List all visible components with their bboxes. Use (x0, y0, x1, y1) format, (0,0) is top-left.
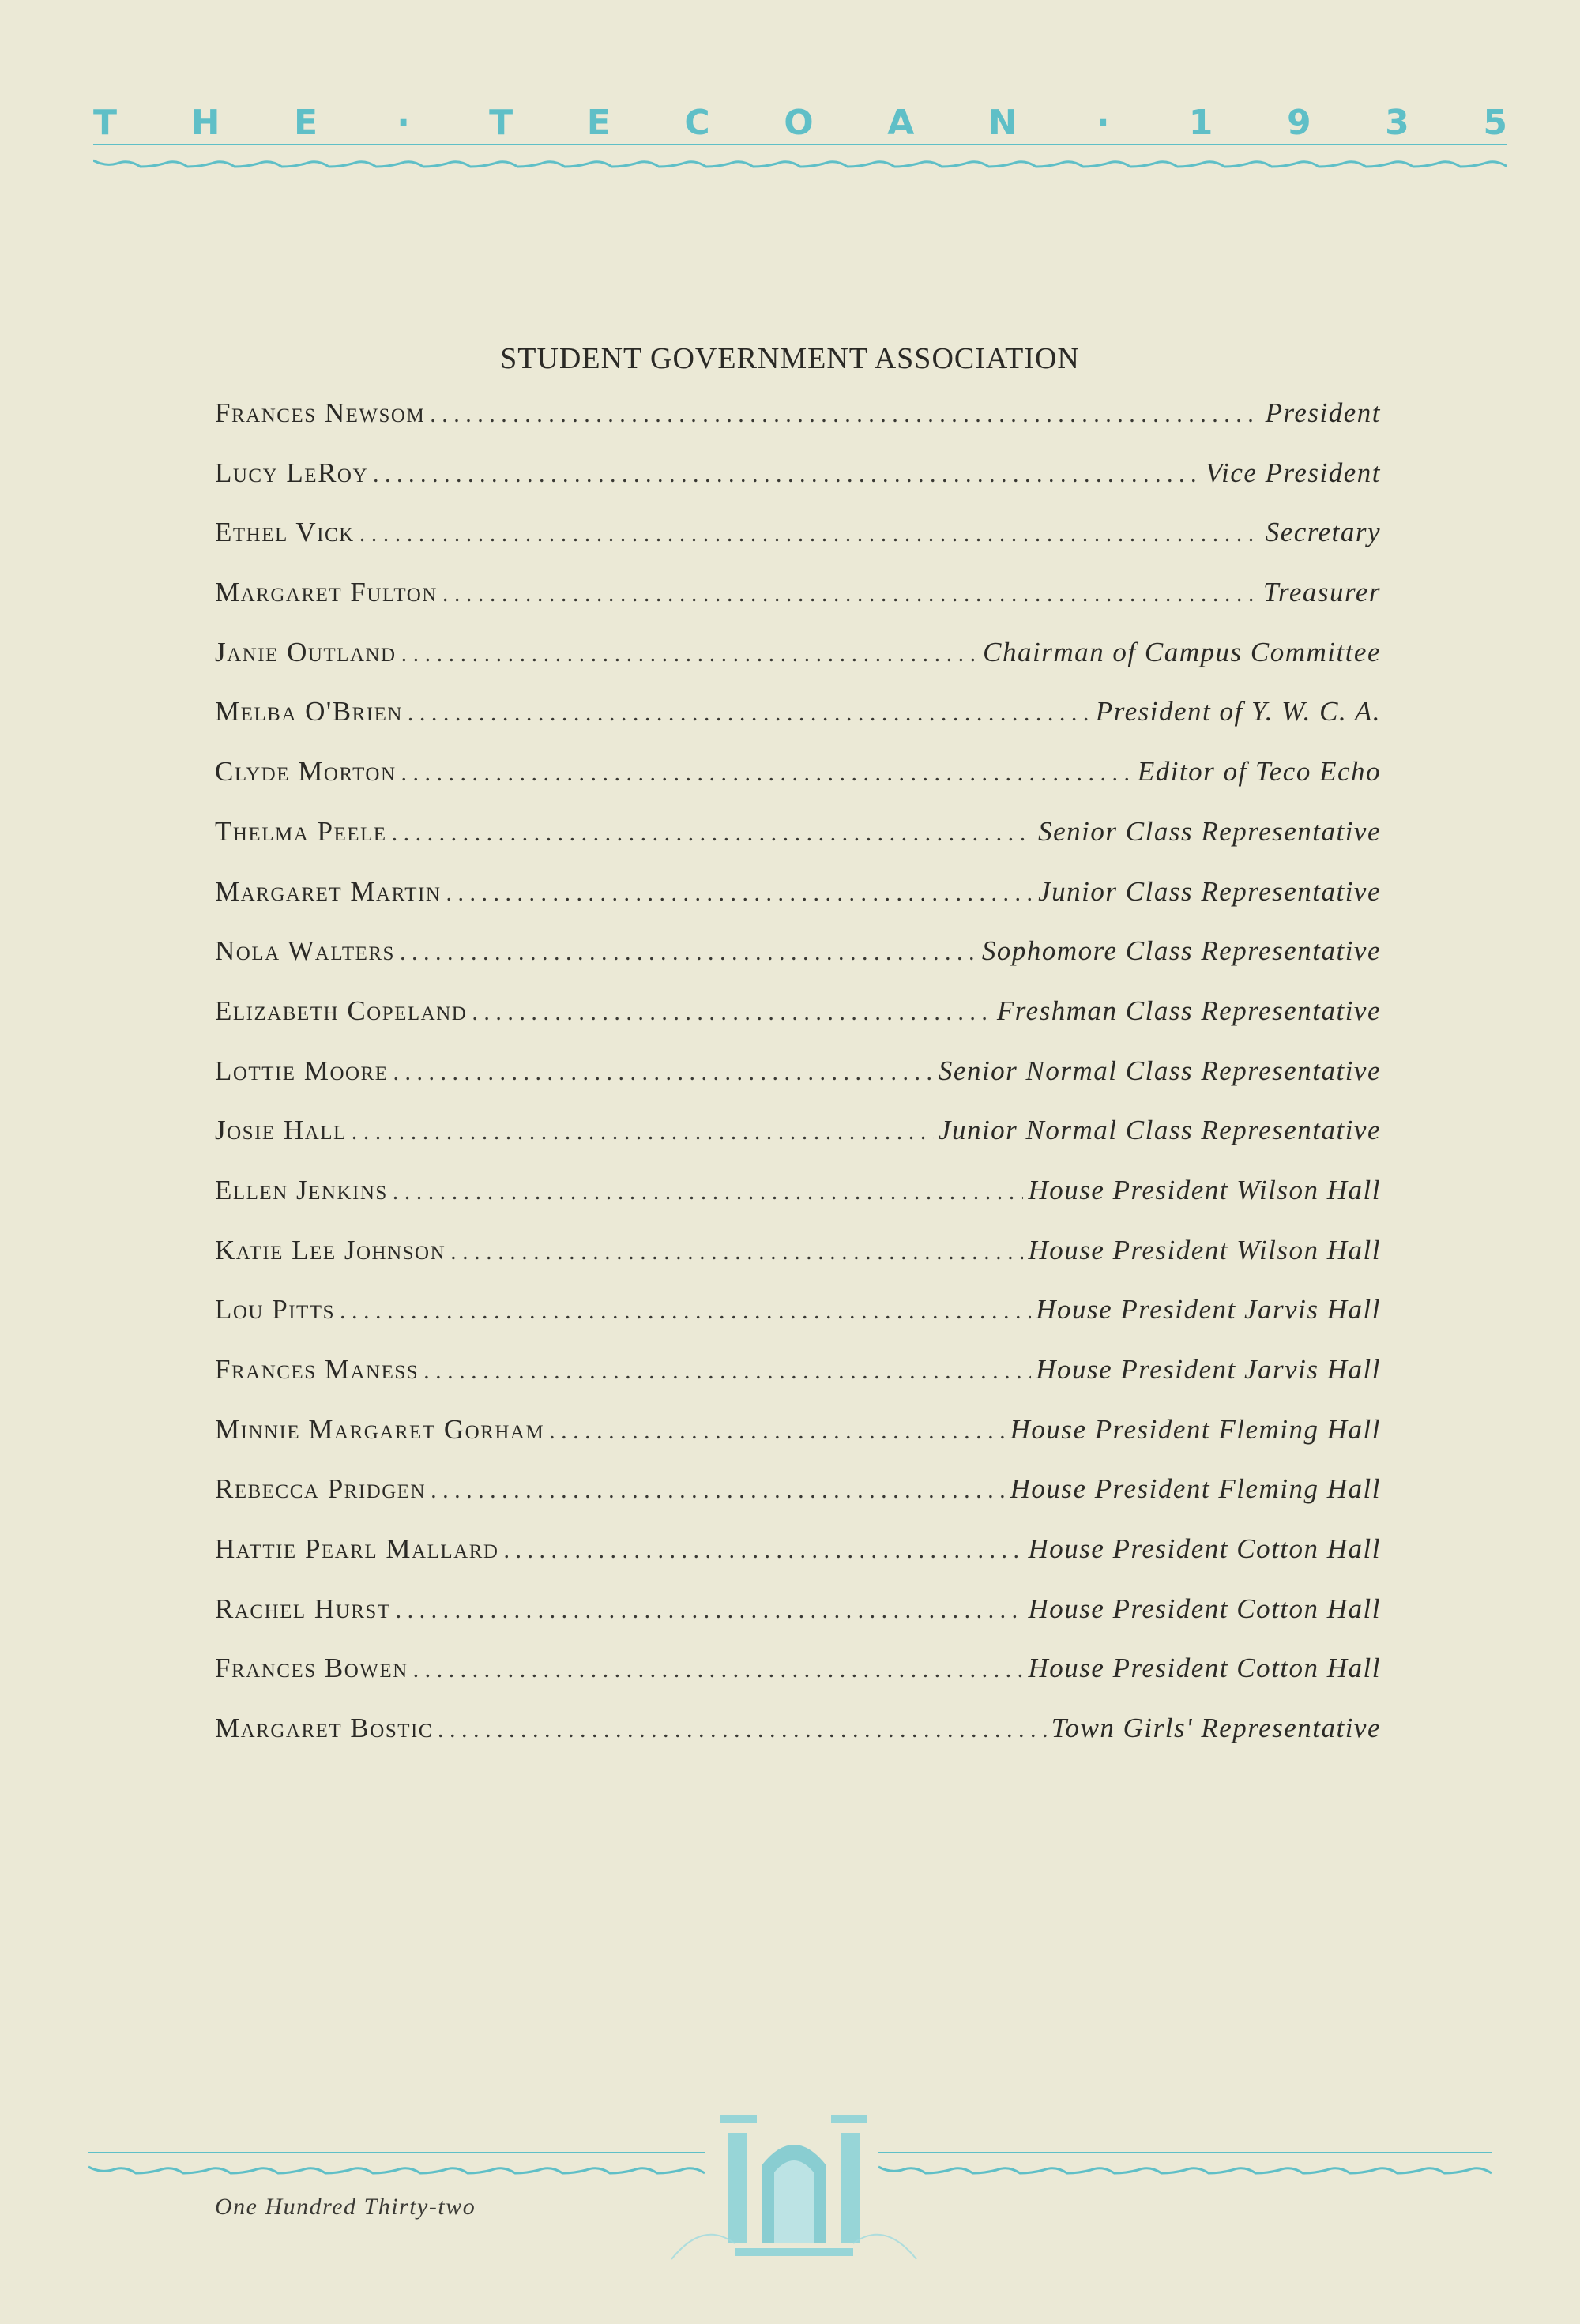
wave-border-footer-left (88, 2145, 705, 2184)
officer-role: Junior Normal Class Representative (938, 1115, 1381, 1146)
dot-leader (401, 642, 979, 666)
officer-role: Senior Class Representative (1038, 815, 1381, 847)
dot-leader (396, 1599, 1024, 1623)
roster-row (215, 1654, 1381, 1714)
header-letter: T (93, 102, 118, 143)
roster-row (215, 399, 1381, 459)
roster-row (215, 698, 1381, 758)
officer-name: Katie Lee Johnson (215, 1234, 446, 1265)
dot-leader (549, 1420, 1005, 1443)
header-letter: N (988, 102, 1018, 143)
dot-leader (423, 1359, 1031, 1383)
officer-name: Lou Pitts (215, 1294, 335, 1326)
dot-leader (400, 941, 977, 965)
officer-role: House President Jarvis Hall (1036, 1354, 1381, 1385)
dot-leader (340, 1299, 1031, 1323)
dot-leader (438, 1718, 1047, 1742)
gateway-emblem-icon (656, 2109, 932, 2267)
officer-role: Senior Normal Class Representative (938, 1055, 1381, 1086)
dot-leader (431, 1479, 1005, 1502)
header-letter: E (293, 102, 318, 143)
header-letter: C (684, 102, 710, 143)
roster-row (215, 875, 1381, 938)
dot-leader (373, 463, 1201, 487)
roster-row (215, 997, 1381, 1057)
officer-role: Town Girls' Representative (1051, 1713, 1381, 1744)
dot-leader (393, 1180, 1024, 1204)
officer-role: Junior Class Representative (1038, 875, 1381, 907)
officer-name: Frances Maness (215, 1354, 419, 1385)
officer-name: Thelma Peele (215, 815, 387, 847)
officer-name: Margaret Bostic (215, 1713, 433, 1744)
officer-role: House President Jarvis Hall (1036, 1294, 1381, 1326)
roster-row (215, 1057, 1381, 1117)
wave-border-footer-right (878, 2145, 1492, 2184)
roster-row (215, 815, 1381, 878)
roster-row (215, 638, 1381, 698)
officer-name: Hattie Pearl Mallard (215, 1533, 499, 1565)
roster-row (215, 1595, 1381, 1655)
roster-row (215, 1714, 1381, 1774)
header-letter: H (190, 102, 220, 143)
officer-role: House President Cotton Hall (1028, 1593, 1381, 1624)
dot-leader (472, 1001, 992, 1025)
header-letter: 1 (1188, 102, 1213, 143)
officer-name: Ethel Vick (215, 517, 355, 548)
header-letter: · (1096, 102, 1110, 143)
dot-leader (442, 582, 1258, 606)
page-number-label: One Hundred Thirty-two (215, 2194, 476, 2220)
officer-role: Secretary (1265, 517, 1381, 548)
officer-role: House President Wilson Hall (1028, 1174, 1381, 1205)
roster-row (215, 518, 1381, 578)
roster-row (215, 1236, 1381, 1296)
section-title: STUDENT GOVERNMENT ASSOCIATION (500, 342, 1080, 375)
header-letter: O (784, 102, 814, 143)
roster-row (215, 1295, 1381, 1356)
header-letter: 3 (1385, 102, 1409, 143)
officer-name: Elizabeth Copeland (215, 995, 468, 1026)
roster-row (215, 1475, 1381, 1535)
header-letter: 9 (1286, 102, 1311, 143)
officer-role: Vice President (1205, 457, 1381, 488)
dot-leader (408, 701, 1091, 725)
officer-name: Margaret Fulton (215, 577, 438, 608)
header-letter: · (397, 102, 410, 143)
officer-name: Nola Walters (215, 935, 395, 967)
dot-leader (352, 1120, 934, 1144)
roster-row (215, 459, 1381, 519)
officer-role: Sophomore Class Representative (981, 935, 1381, 967)
header-letter: T (489, 102, 514, 143)
roster-row (215, 1535, 1381, 1595)
dot-leader (430, 403, 1260, 427)
officer-role: House President Cotton Hall (1028, 1533, 1381, 1565)
officer-name: Clyde Morton (215, 756, 397, 788)
roster-row (215, 1413, 1381, 1476)
officer-name: Ellen Jenkins (215, 1174, 388, 1205)
dot-leader (450, 1240, 1023, 1264)
dot-leader (359, 522, 1261, 546)
roster-row (215, 1176, 1381, 1236)
dot-leader (401, 762, 1133, 785)
officer-role: Editor of Teco Echo (1137, 756, 1381, 788)
officer-role: Treasurer (1263, 577, 1381, 608)
officer-name: Minnie Margaret Gorham (215, 1413, 545, 1445)
officer-role: House President Cotton Hall (1028, 1653, 1381, 1684)
roster-row (215, 578, 1381, 638)
header-letter: A (887, 102, 915, 143)
dot-leader (503, 1539, 1023, 1562)
officer-role: House President Fleming Hall (1010, 1413, 1381, 1445)
header-letter: 5 (1483, 102, 1507, 143)
roster-row (215, 937, 1381, 997)
dot-leader (393, 1061, 934, 1085)
officer-role: Freshman Class Representative (996, 995, 1381, 1026)
officer-name: Josie Hall (215, 1115, 347, 1146)
officer-name: Frances Bowen (215, 1653, 408, 1684)
officer-name: Lucy LeRoy (215, 457, 369, 488)
officer-name: Rachel Hurst (215, 1593, 391, 1624)
roster-row (215, 758, 1381, 818)
officer-name: Margaret Martin (215, 875, 442, 907)
dot-leader (392, 822, 1034, 845)
roster-row (215, 1356, 1381, 1416)
officer-role: President (1265, 397, 1381, 428)
dot-leader (413, 1658, 1024, 1682)
roster-row (215, 1116, 1381, 1176)
wave-border-top (93, 138, 1507, 178)
officer-role: House President Fleming Hall (1010, 1473, 1381, 1505)
header-letter: E (586, 102, 611, 143)
officer-role: President of Y. W. C. A. (1095, 696, 1381, 728)
officer-name: Frances Newsom (215, 397, 426, 428)
officer-name: Janie Outland (215, 636, 397, 667)
officer-name: Rebecca Pridgen (215, 1473, 427, 1505)
officer-role: Chairman of Campus Committee (983, 636, 1381, 667)
officer-roster (215, 399, 1381, 1774)
officer-name: Lottie Moore (215, 1055, 389, 1086)
officer-name: Melba O'Brien (215, 696, 403, 728)
dot-leader (446, 882, 1033, 905)
officer-role: House President Wilson Hall (1028, 1234, 1381, 1265)
